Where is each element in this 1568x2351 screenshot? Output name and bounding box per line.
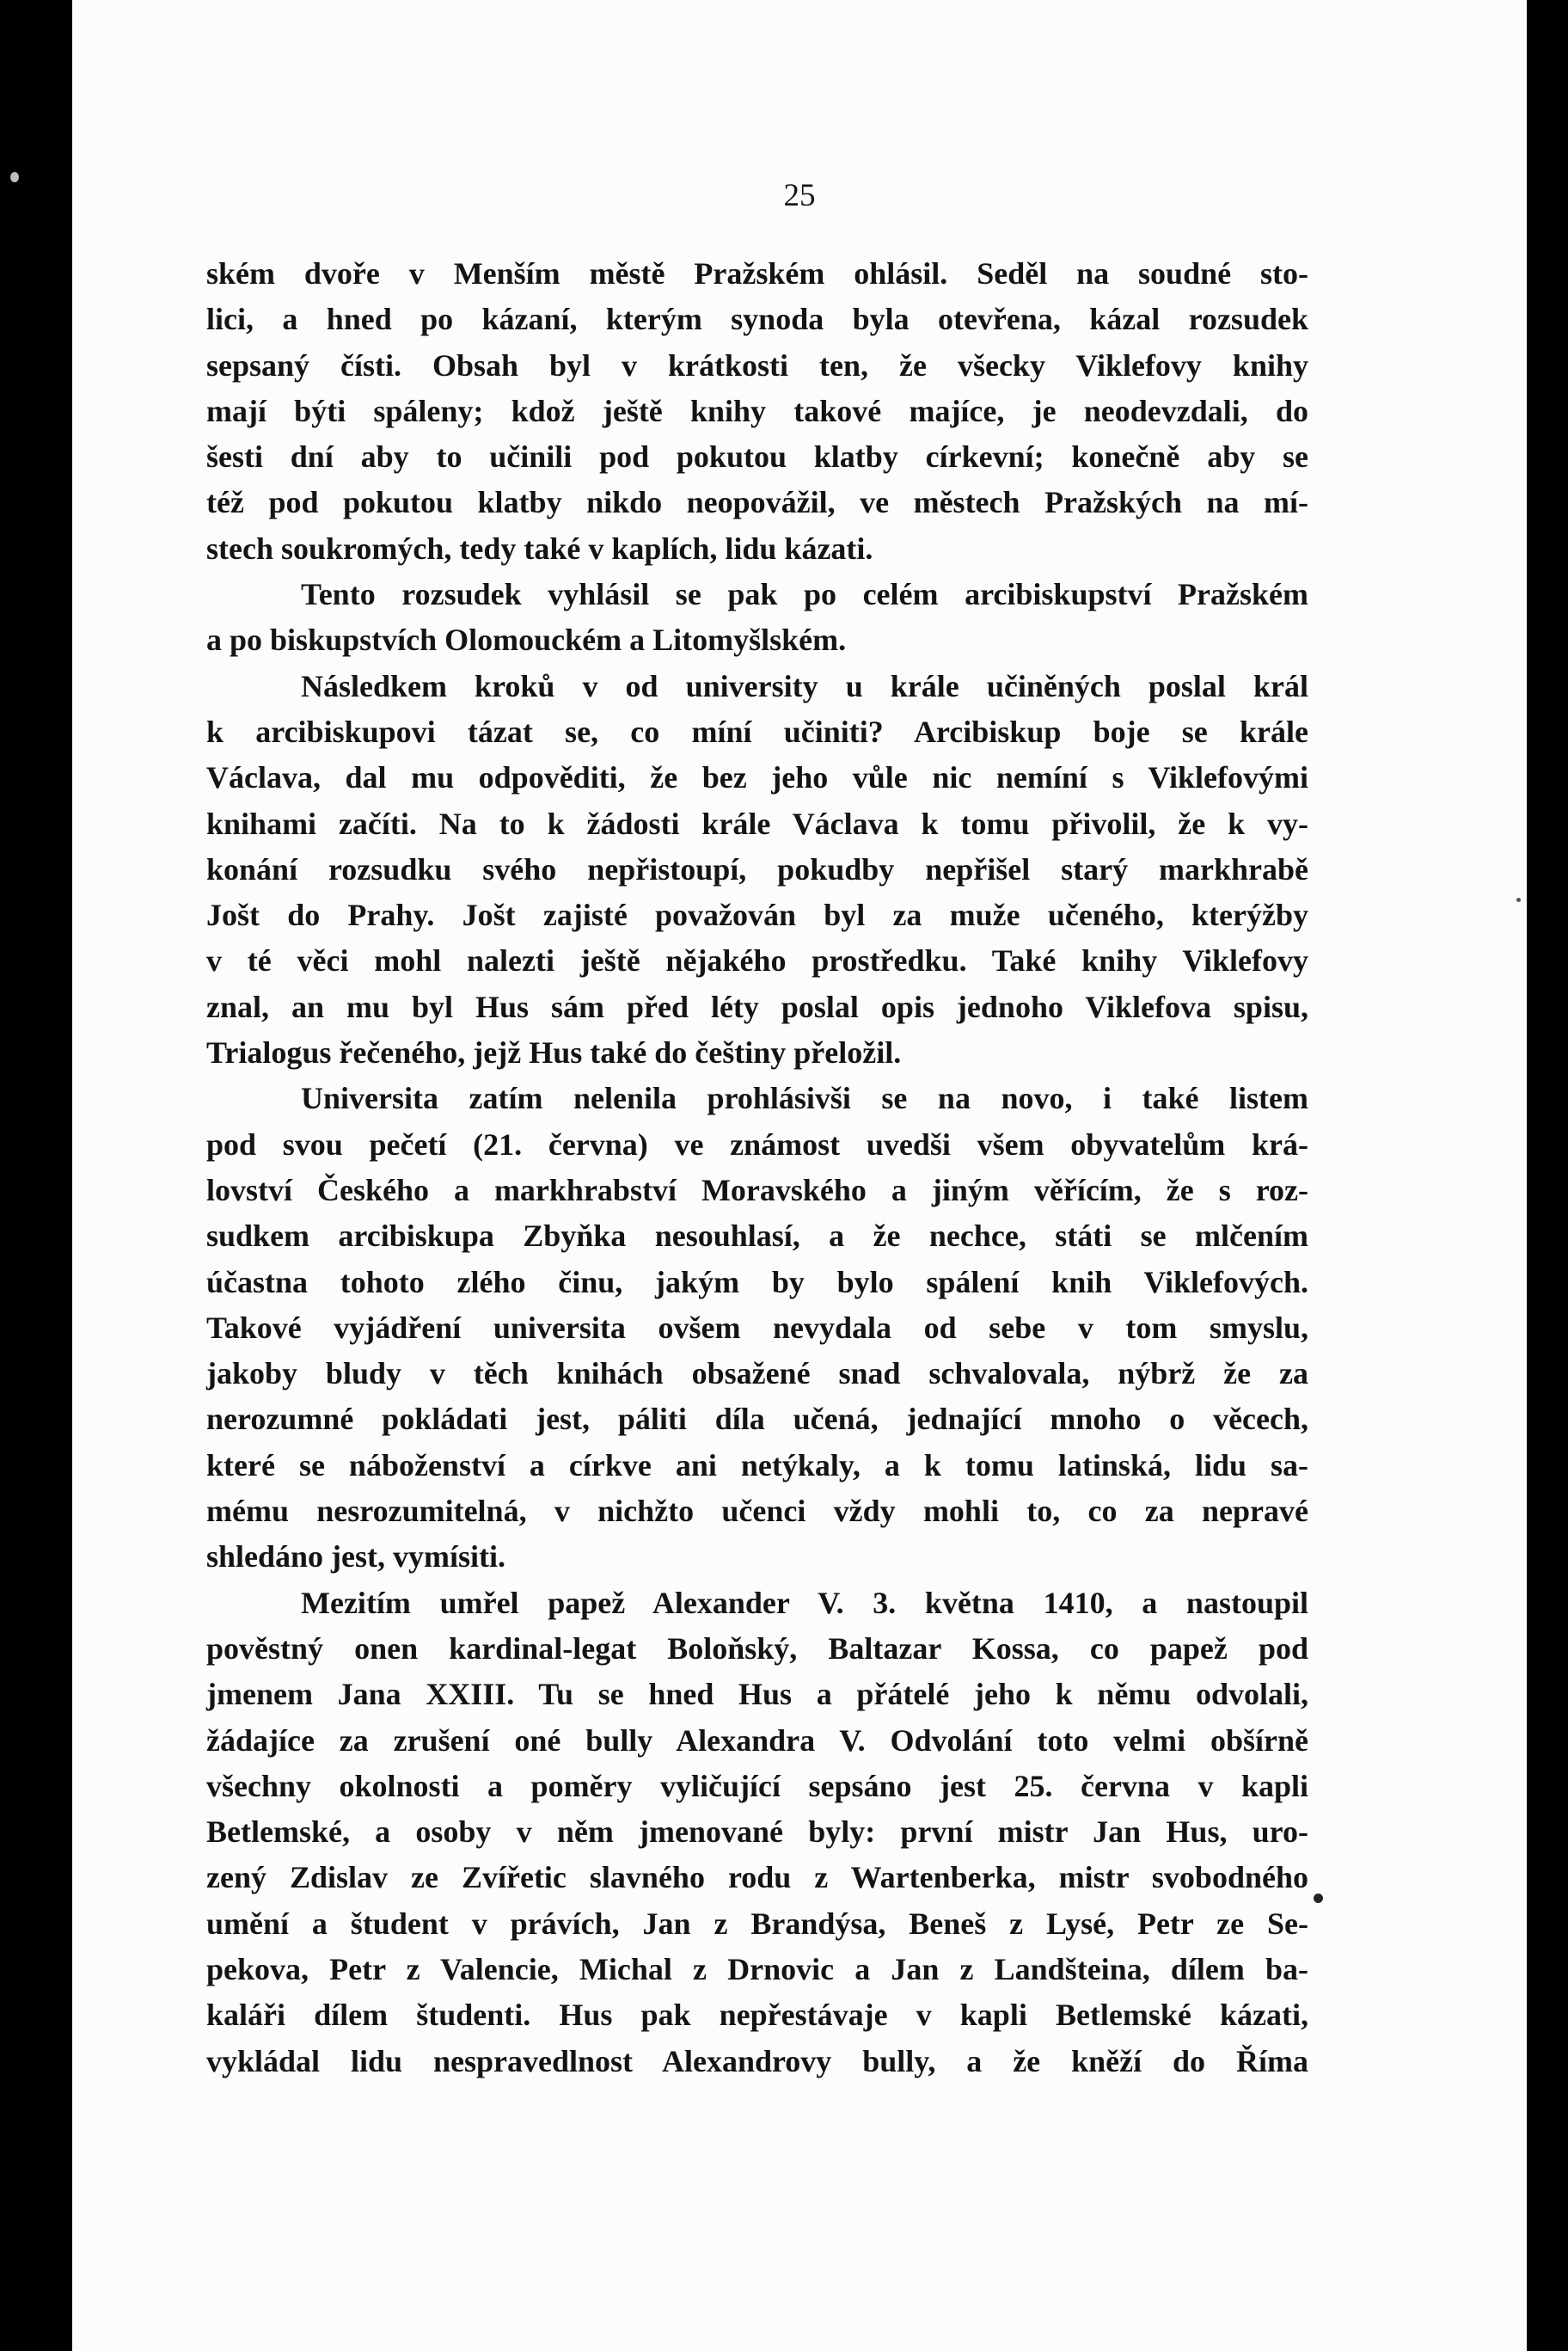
text-line: Jošt do Prahy. Jošt zajisté považován byl za muže učeného, kterýžby (206, 898, 1308, 933)
text-line: a po biskupstvích Olomouckém a Litomyšlském. (206, 623, 847, 658)
text-line: kaláři dílem študenti. Hus pak nepřestávaje v kapli Betlemské kázati, (206, 1998, 1308, 2033)
text-line: pekova, Petr z Valencie, Michal z Drnovic a Jan z Landšteina, dílem ba- (206, 1951, 1308, 1986)
page-body-text (206, 251, 1308, 2084)
text-line: Václava, dal mu odpověditi, že bez jeho vůle nic nemíní s Viklefovými (206, 760, 1308, 795)
text-line: Trialogus řečeného, jejž Hus také do češtiny přeložil. (206, 1035, 902, 1071)
text-line: Takové vyjádření universita ovšem nevydala od sebe v tom smyslu, (206, 1310, 1308, 1345)
text-line: mají býti spáleny; kdož ještě knihy takové majíce, je neodevzdali, do (206, 393, 1308, 428)
text-line: Universita zatím nelenila prohlásivši se na novo, i také listem (301, 1081, 1308, 1116)
margin-bullet-mark (10, 172, 19, 182)
text-line: ském dvoře v Menším městě Pražském ohlásil. Seděl na soudné sto- (206, 256, 1308, 291)
text-line: v té věci mohl nalezti ještě nějakého prostředku. Také knihy Viklefovy (206, 943, 1308, 979)
text-line: vykládal lidu nespravedlnost Alexandrovy bully, a že kněží do Říma (206, 2043, 1308, 2078)
text-line: k arcibiskupovi tázat se, co míní učiniti? Arcibiskup boje se krále (206, 714, 1308, 749)
text-line: knihami začíti. Na to k žádosti krále Václava k tomu přivolil, že k vy- (206, 806, 1308, 841)
text-line: mému nesrozumitelná, v nichžto učenci vždy mohli to, co za nepravé (206, 1494, 1308, 1529)
text-line: též pod pokutou klatby nikdo neopovážil, ve městech Pražských na mí- (206, 485, 1308, 520)
text-line: nerozumné pokládati jest, páliti díla učená, jednající mnoho o věcech, (206, 1402, 1308, 1437)
page-number: 25 (783, 178, 816, 213)
text-line: znal, an mu byl Hus sám před léty poslal opis jednoho Viklefova spisu, (206, 989, 1308, 1024)
text-line: shledáno jest, vymísiti. (206, 1539, 506, 1574)
text-line: Betlemské, a osoby v něm jmenované byly: první mistr Jan Hus, uro- (206, 1814, 1308, 1850)
text-line: pověstný onen kardinal-legat Boloňský, Baltazar Kossa, co papež pod (206, 1630, 1308, 1666)
text-line: stech soukromých, tedy také v kaplích, lidu kázati. (206, 531, 873, 566)
text-line: lici, a hned po kázaní, kterým synoda byla otevřena, kázal rozsudek (206, 302, 1308, 337)
text-line: jmenem Jana XXIII. Tu se hned Hus a přátelé jeho k němu odvolali, (206, 1677, 1308, 1712)
text-line: žádajíce za zrušení oné bully Alexandra V. Odvolání toto velmi obšírně (206, 1722, 1308, 1758)
text-line: které se náboženství a církve ani netýkaly, a k tomu latinská, lidu sa- (206, 1447, 1308, 1482)
text-line: sepsaný čísti. Obsah byl v krátkosti ten, že všecky Viklefovy knihy (206, 347, 1308, 383)
text-line: Tento rozsudek vyhlásil se pak po celém arcibiskupství Pražském (301, 577, 1308, 612)
ink-speck (1314, 1894, 1323, 1903)
text-line: účastna tohoto zlého činu, jakým by bylo spálení knih Viklefových. (206, 1264, 1308, 1299)
text-line: Mezitím umřel papež Alexander V. 3. května 1410, a nastoupil (301, 1585, 1308, 1620)
text-line: lovství Českého a markhrabství Moravského a jiným věřícím, že s roz- (206, 1172, 1308, 1207)
text-line: zený Zdislav ze Zvířetic slavného rodu z Wartenberka, mistr svobodného (206, 1860, 1308, 1895)
text-line: šesti dní aby to učinili pod pokutou klatby církevní; konečně aby se (206, 439, 1308, 475)
book-page (72, 0, 1527, 2351)
text-line: konání rozsudku svého nepřistoupí, pokudby nepřišel starý markhrabě (206, 851, 1308, 887)
text-line: sudkem arcibiskupa Zbyňka nesouhlasí, a že nechce, státi se mlčením (206, 1218, 1308, 1254)
ink-speck (1516, 898, 1521, 902)
text-line: umění a študent v právích, Jan z Brandýsa, Beneš z Lysé, Petr ze Se- (206, 1906, 1308, 1941)
text-line: pod svou pečetí (21. června) ve známost uvedši všem obyvatelům krá- (206, 1126, 1308, 1162)
text-line: všechny okolnosti a poměry vyličující sepsáno jest 25. června v kapli (206, 1768, 1308, 1803)
text-line: jakoby bludy v těch knihách obsažené snad schvalovala, nýbrž že za (206, 1356, 1308, 1391)
text-line: Následkem kroků v od university u krále učiněných poslal král (301, 668, 1308, 703)
